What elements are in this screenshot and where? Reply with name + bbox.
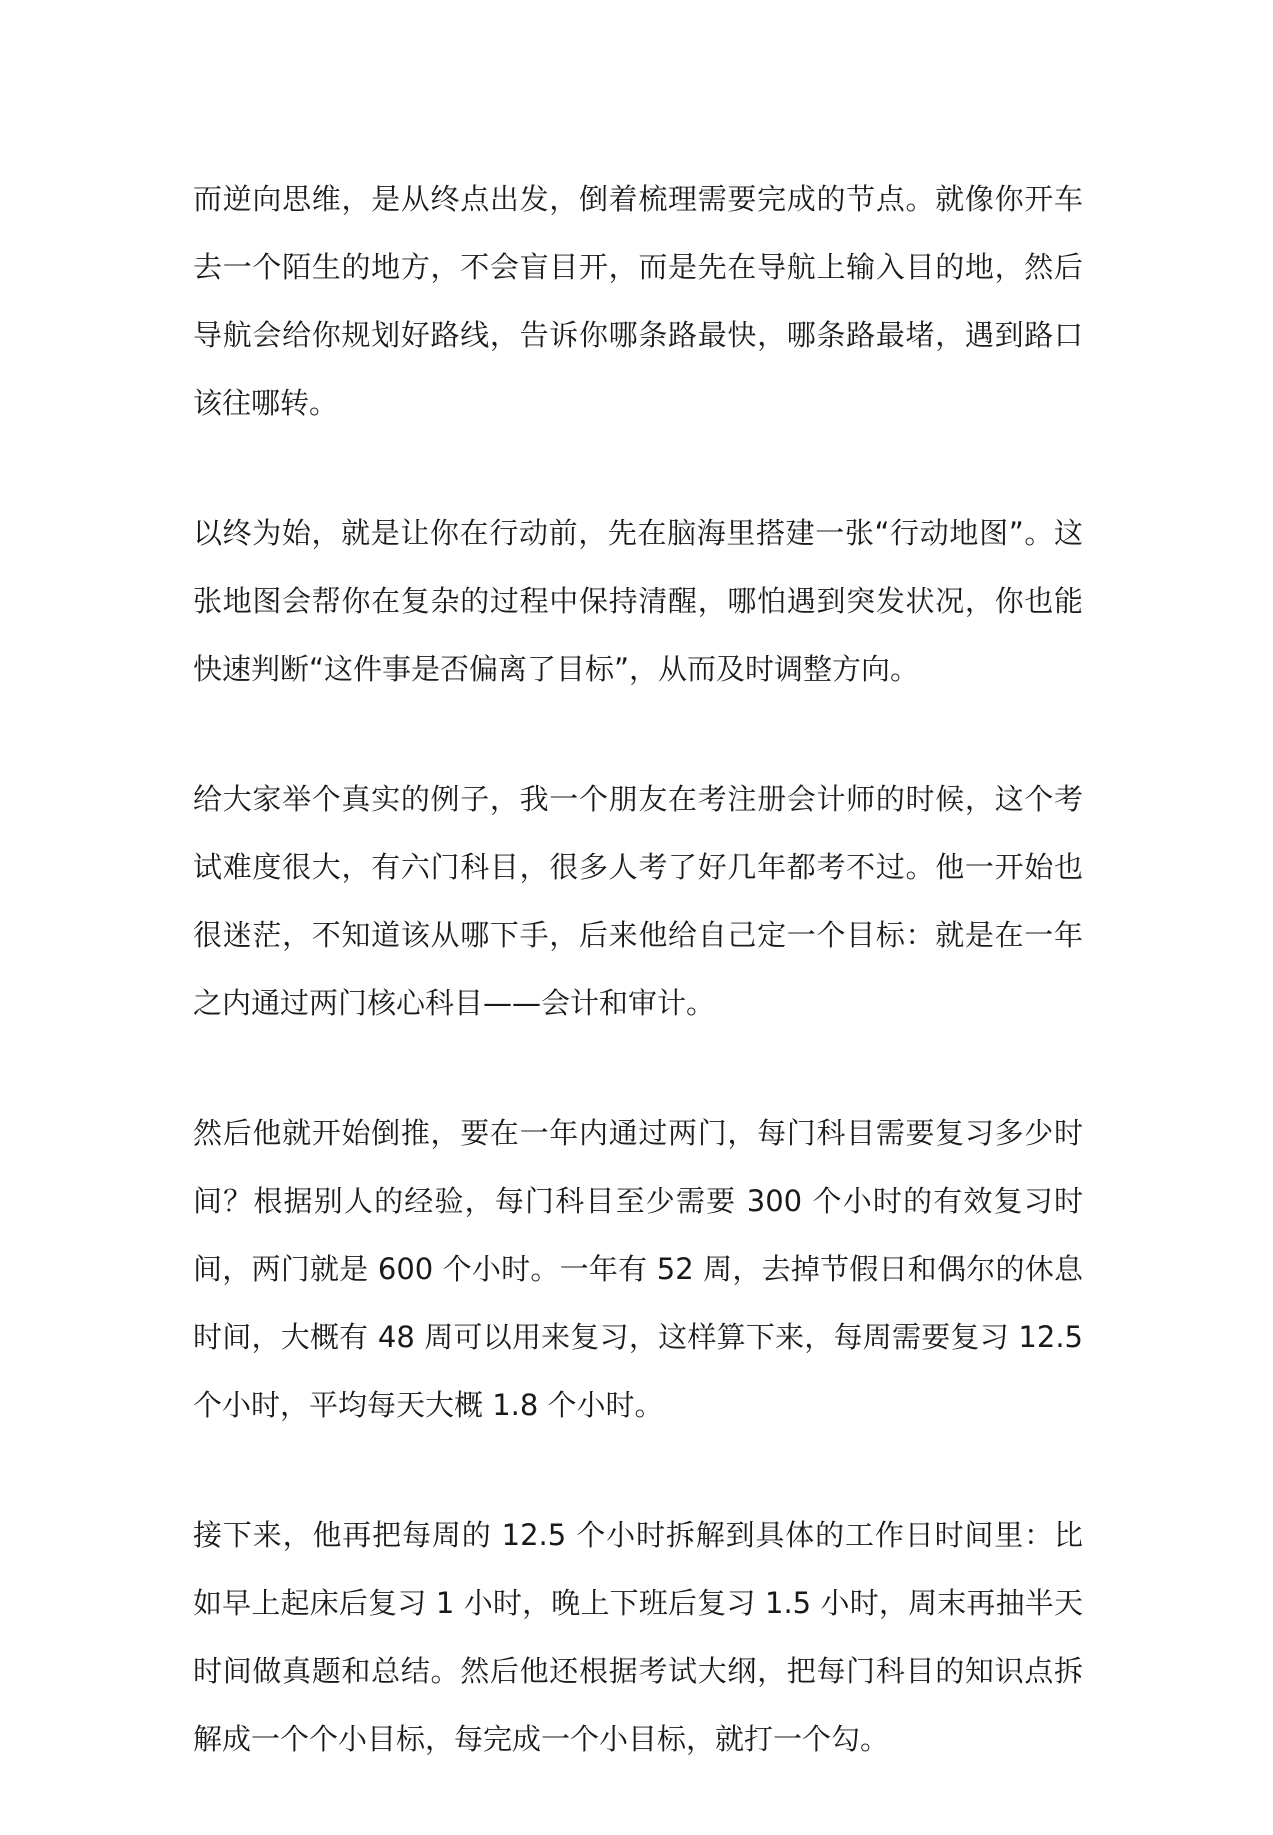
text-line: 导航会给你规划好路线，告诉你哪条路最快，哪条路最堵，遇到路口 <box>193 318 1083 352</box>
text-line: 如早上起床后复习 1 小时，晚上下班后复习 1.5 小时，周末再抽半天 <box>193 1586 1083 1620</box>
text-line: 个小时，平均每天大概 1.8 个小时。 <box>193 1388 664 1422</box>
text-line: 快速判断“这件事是否偏离了目标”，从而及时调整方向。 <box>193 652 920 686</box>
text-line: 试难度很大，有六门科目，很多人考了好几年都考不过。他一开始也 <box>193 850 1083 884</box>
text-line: 解成一个个小目标，每完成一个小目标，就打一个勾。 <box>193 1722 890 1756</box>
text-line: 时间，大概有 48 周可以用来复习，这样算下来，每周需要复习 12.5 <box>193 1320 1083 1354</box>
text-line: 该往哪转。 <box>193 386 339 420</box>
paragraph-reverse-thinking <box>193 165 1083 437</box>
article-body <box>193 165 1083 1835</box>
text-line: 张地图会帮你在复杂的过程中保持清醒，哪怕遇到突发状况，你也能 <box>193 584 1083 618</box>
text-line: 间，两门就是 600 个小时。一年有 52 周，去掉节假日和偶尔的休息 <box>193 1252 1083 1286</box>
paragraph-begin-with-end <box>193 499 1083 703</box>
text-line: 去一个陌生的地方，不会盲目开，而是先在导航上输入目的地，然后 <box>193 250 1083 284</box>
text-line: 接下来，他再把每周的 12.5 个小时拆解到具体的工作日时间里：比 <box>193 1518 1083 1552</box>
text-line: 之内通过两门核心科目——会计和审计。 <box>193 986 716 1020</box>
text-line: 以终为始，就是让你在行动前，先在脑海里搭建一张“行动地图”。这 <box>193 516 1083 550</box>
text-line: 间？根据别人的经验，每门科目至少需要 300 个小时的有效复习时 <box>193 1184 1083 1218</box>
text-line: 然后他就开始倒推，要在一年内通过两门，每门科目需要复习多少时 <box>193 1116 1083 1150</box>
text-line: 而逆向思维，是从终点出发，倒着梳理需要完成的节点。就像你开车 <box>193 182 1083 216</box>
text-line: 很迷茫，不知道该从哪下手，后来他给自己定一个目标：就是在一年 <box>193 918 1083 952</box>
text-line: 时间做真题和总结。然后他还根据考试大纲，把每门科目的知识点拆 <box>193 1654 1083 1688</box>
paragraph-example <box>193 765 1083 1037</box>
paragraph-breakdown <box>193 1501 1083 1773</box>
paragraph-backward-planning <box>193 1099 1083 1439</box>
text-line: 给大家举个真实的例子，我一个朋友在考注册会计师的时候，这个考 <box>193 782 1083 816</box>
